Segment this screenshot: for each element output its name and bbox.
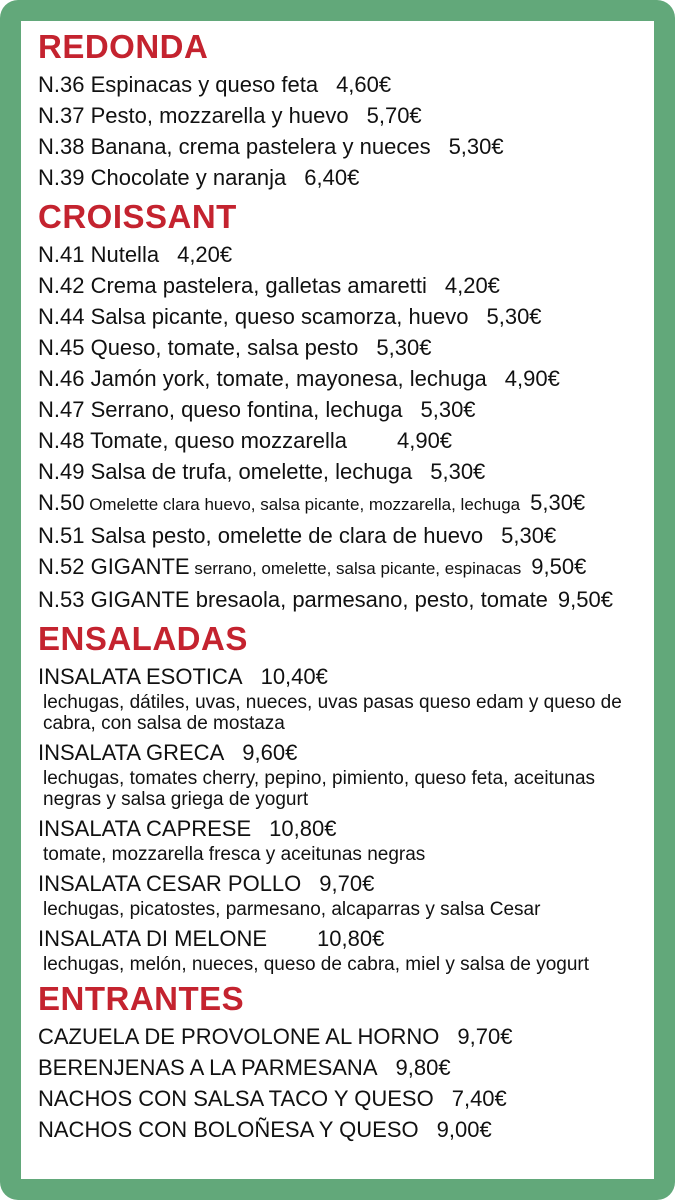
menu-section <box>38 621 646 975</box>
item-description: lechugas, melón, nueces, queso de cabra, miel y salsa de yogurt <box>43 954 590 975</box>
item-description: lechugas, tomates cherry, pepino, pimiento, queso feta, aceitunas negras y salsa griega de yogurt <box>43 768 596 810</box>
item-price: 9,80€ <box>395 1055 451 1080</box>
item-subtext: serrano, omelette, salsa picante, espinacas <box>189 559 522 578</box>
item-name: NACHOS CON SALSA TACO Y QUESO <box>38 1086 434 1111</box>
item-name: N.38 Banana, crema pastelera y nueces <box>38 134 431 159</box>
menu-item <box>38 69 646 100</box>
item-price: 4,90€ <box>396 428 453 453</box>
item-price: 7,40€ <box>451 1086 507 1111</box>
item-name: N.46 Jamón york, tomate, mayonesa, lechuga <box>38 366 487 391</box>
menu-content <box>21 21 654 1145</box>
item-price: 5,30€ <box>501 523 557 548</box>
item-name: N.44 Salsa picante, queso scamorza, huevo <box>38 304 469 329</box>
menu-item <box>38 520 646 551</box>
item-name: N.39 Chocolate y naranja <box>38 165 287 190</box>
item-price: 5,30€ <box>448 134 504 159</box>
item-name: INSALATA CAPRESE <box>38 816 252 841</box>
item-price: 10,80€ <box>317 926 385 951</box>
item-name: N.42 Crema pastelera, galletas amaretti <box>38 273 427 298</box>
item-subtext: Omelette clara huevo, salsa picante, mozzarella, lechuga <box>84 495 521 514</box>
menu-item <box>38 1021 646 1052</box>
menu-section <box>38 981 646 1145</box>
item-name: CAZUELA DE PROVOLONE AL HORNO <box>38 1024 440 1049</box>
menu-section <box>38 199 646 615</box>
section-title: REDONDA <box>38 28 209 65</box>
item-name: N.47 Serrano, queso fontina, lechuga <box>38 397 403 422</box>
item-price: 5,30€ <box>376 335 432 360</box>
item-price: 9,70€ <box>457 1024 513 1049</box>
item-price: 9,00€ <box>436 1117 492 1142</box>
menu-item <box>38 661 646 692</box>
item-description: tomate, mozzarella fresca y aceitunas negras <box>43 844 426 865</box>
section-title: CROISSANT <box>38 198 237 235</box>
item-price: 5,30€ <box>530 490 586 515</box>
menu-item <box>38 923 646 954</box>
item-name: N.48 Tomate, queso mozzarella <box>38 428 347 453</box>
menu-item <box>38 100 646 131</box>
menu-item <box>38 1052 646 1083</box>
item-name: N.50 <box>38 490 85 515</box>
menu-item <box>38 1114 646 1145</box>
menu-item <box>38 270 646 301</box>
menu-item <box>38 239 646 270</box>
item-price: 4,20€ <box>177 242 233 267</box>
item-name: N.49 Salsa de trufa, omelette, lechuga <box>38 459 413 484</box>
item-name: INSALATA DI MELONE <box>38 926 268 951</box>
item-name: BERENJENAS A LA PARMESANA <box>38 1055 378 1080</box>
item-price: 4,90€ <box>504 366 560 391</box>
menu-item <box>38 301 646 332</box>
item-name: INSALATA ESOTICA <box>38 664 243 689</box>
menu-item <box>38 425 646 456</box>
item-price: 5,30€ <box>420 397 476 422</box>
item-price: 10,40€ <box>260 664 328 689</box>
item-name: N.51 Salsa pesto, omelette de clara de huevo <box>38 523 484 548</box>
item-name: N.36 Espinacas y queso feta <box>38 72 319 97</box>
menu-item <box>38 131 646 162</box>
menu-item <box>38 584 646 615</box>
menu-section <box>38 29 646 193</box>
menu-item <box>38 332 646 363</box>
item-price: 9,50€ <box>531 554 587 579</box>
item-name: N.52 GIGANTE <box>38 554 190 579</box>
item-price: 4,20€ <box>444 273 500 298</box>
item-description: lechugas, picatostes, parmesano, alcaparras y salsa Cesar <box>43 899 541 920</box>
item-price: 5,30€ <box>486 304 542 329</box>
section-title: ENTRANTES <box>38 980 245 1017</box>
item-price: 9,50€ <box>557 587 613 612</box>
item-price: 9,70€ <box>319 871 375 896</box>
item-name: INSALATA CESAR POLLO <box>38 871 302 896</box>
item-price: 5,70€ <box>366 103 422 128</box>
menu-item <box>38 394 646 425</box>
item-name: N.41 Nutella <box>38 242 160 267</box>
item-price: 9,60€ <box>242 740 298 765</box>
menu-item <box>38 363 646 394</box>
item-name: N.37 Pesto, mozzarella y huevo <box>38 103 349 128</box>
menu-item <box>38 456 646 487</box>
item-name: N.45 Queso, tomate, salsa pesto <box>38 335 359 360</box>
item-name: NACHOS CON BOLOÑESA Y QUESO <box>38 1117 419 1142</box>
item-price: 6,40€ <box>304 165 360 190</box>
section-title: ENSALADAS <box>38 620 248 657</box>
item-price: 4,60€ <box>336 72 392 97</box>
menu-item <box>38 737 646 768</box>
item-price: 10,80€ <box>269 816 337 841</box>
item-name: N.53 GIGANTE bresaola, parmesano, pesto, tomate <box>38 587 548 612</box>
item-description: lechugas, dátiles, uvas, nueces, uvas pasas queso edam y queso de cabra, con salsa de mostaza <box>43 692 622 734</box>
menu-item <box>38 551 646 584</box>
menu-item <box>38 1083 646 1114</box>
menu-item <box>38 868 646 899</box>
menu-item <box>38 813 646 844</box>
menu-item <box>38 162 646 193</box>
item-price: 5,30€ <box>430 459 486 484</box>
item-name: INSALATA GRECA <box>38 740 225 765</box>
menu-item <box>38 487 646 520</box>
